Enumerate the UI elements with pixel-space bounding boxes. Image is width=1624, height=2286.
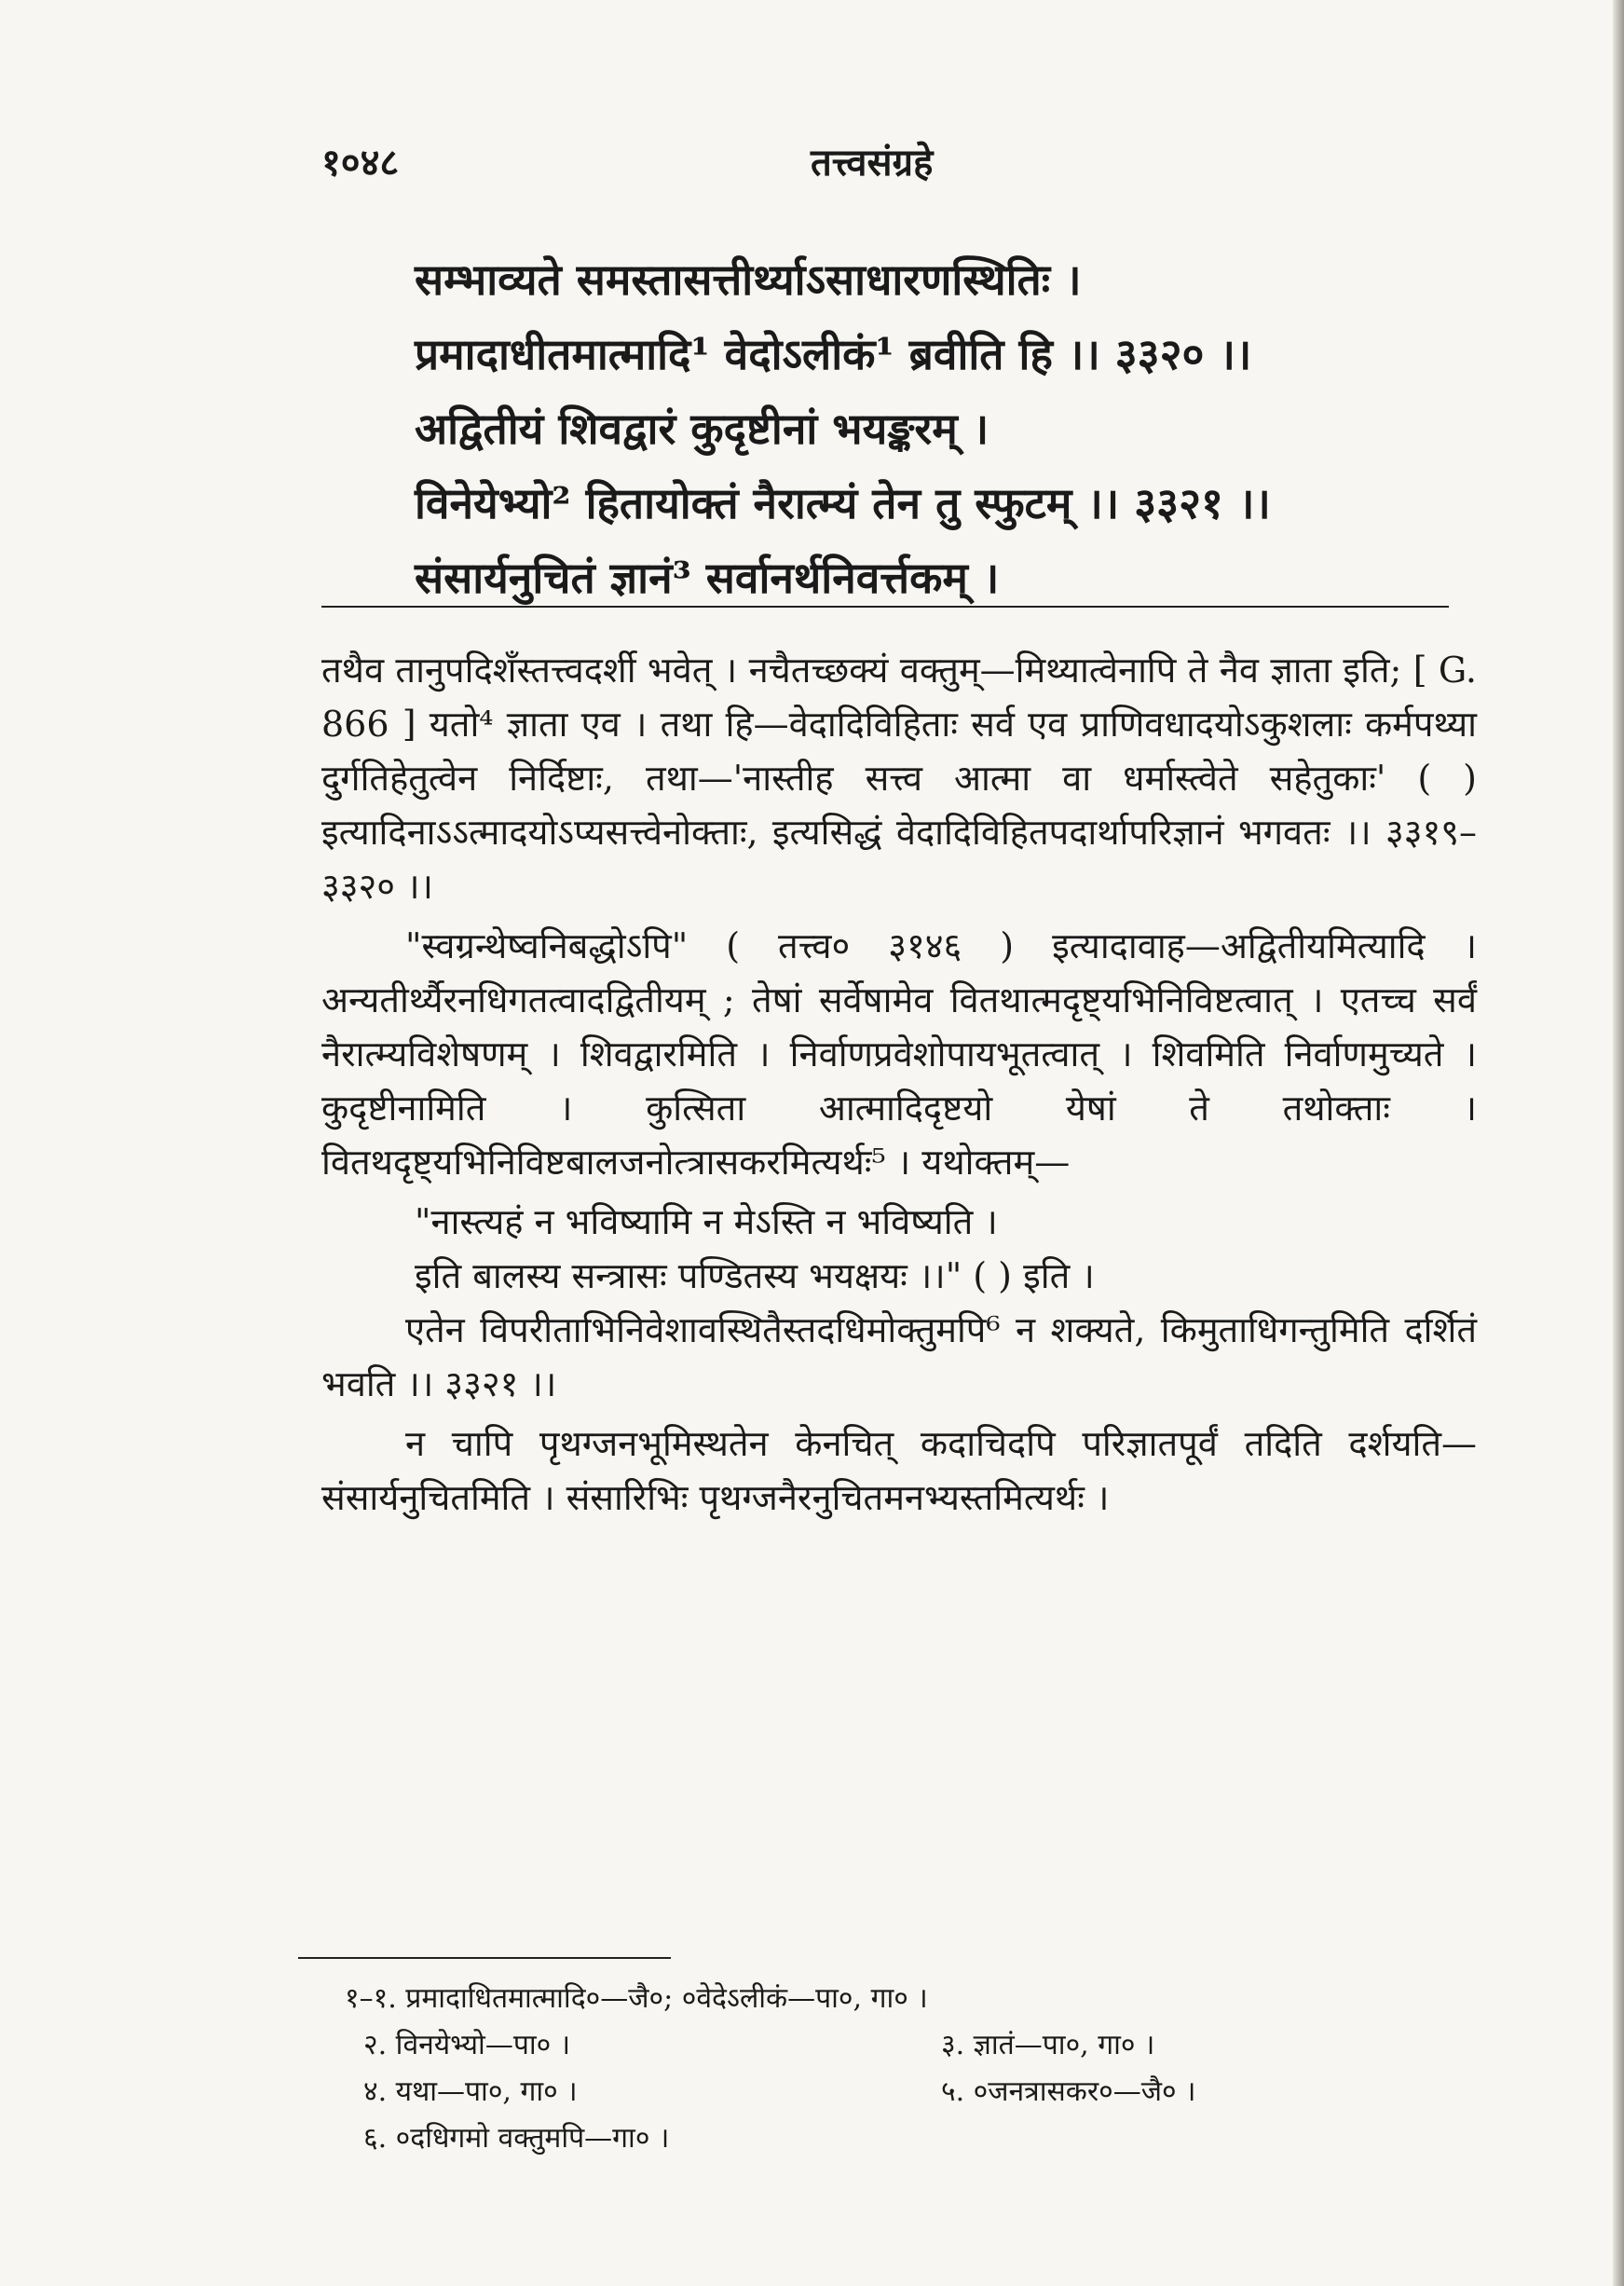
verse-divider [321, 606, 1449, 608]
page-edge [1613, 0, 1624, 2286]
commentary-block [321, 643, 1477, 1530]
footnote: १–१. प्रमादाधितमात्मादि०—जै०; ०वेदेऽलीकं—पा०, गा० । [345, 1982, 928, 2015]
page-number: १०४८ [321, 141, 400, 185]
footnote: ३. ज्ञातं—पा०, गा० । [941, 2029, 1155, 2061]
verse-line: सम्भाव्यते समस्तासत्तीर्थ्याऽसाधारणस्थितिः । [415, 254, 1082, 305]
footnotes [345, 1976, 1444, 2162]
commentary-paragraph: एतेन विपरीताभिनिवेशावस्थितैस्तदधिमोक्तुमपि⁶ न शक्यते, किमुताधिगन्तुमिति दर्शितं भवति ।। ३३२१ ।। [321, 1309, 1477, 1404]
footnote: ६. ०दधिगमो वक्तुमपि—गा० । [363, 2122, 670, 2155]
page-header [321, 135, 1453, 191]
footnote: २. विनयेभ्यो—पा० । [363, 2029, 571, 2061]
commentary-paragraph: न चापि पृथग्जनभूमिस्थतेन केनचित् कदाचिदपि परिज्ञातपूर्वं तदिति दर्शयति—संसार्यनुचितमिति । संसारिभिः पृथग्जनैरनुचितमनभ्यस्तमित्यर्थः । [321, 1423, 1477, 1518]
verse-line: विनेयेभ्यो² हितायोक्तं नैरात्म्यं तेन तु स्फुटम् ।। ३३२१ ।। [415, 478, 1271, 528]
footnote: ४. यथा—पा०, गा० । [363, 2075, 578, 2108]
running-title: तत्त्वसंग्रहे [811, 141, 934, 185]
footnote: ५. ०जनत्रासकर०—जै० । [941, 2075, 1196, 2108]
quotation-line: "नास्त्यहं न भविष्यामि न मेऽस्ति न भविष्यति । [415, 1201, 998, 1242]
commentary-paragraph: तथैव तानुपदिशँस्तत्त्वदर्शी भवेत् । नचैतच्छक्यं वक्तुम्—मिथ्यात्वेनापि ते नैव ज्ञाता इति; [ G. 866 ] यतो⁴ ज्ञाता एव । तथा हि—वेदादिविहिताः सर्व एव प्राणिवधादयोऽकुशलाः कर्मपथ्या दुर्गतिहेतुत्वेन निर्दिष्टाः, तथा—'नास्तीह सत्त्व आत्मा वा धर्मास्त्वेते सहेतुकाः' ( ) इत्यादिनाऽऽत्मादयोऽप्यसत्त्वेनोक्ताः, इत्यसिद्धं वेदादिविहितपदार्थापरिज्ञानं भगवतः ।। ३३१९–३३२० ।। [321, 650, 1477, 907]
quotation-line: इति बालस्य सन्त्रासः पण्डितस्य भयक्षयः ।।" ( ) इति । [415, 1255, 1095, 1296]
verse-line: संसार्यनुचितं ज्ञानं³ सर्वानर्थनिवर्त्तकम् । [415, 553, 1000, 603]
footnote-divider [298, 1957, 671, 1959]
verse-line: अद्वितीयं शिवद्वारं कुदृष्टीनां भयङ्करम् । [415, 404, 989, 454]
commentary-paragraph: "स्वग्रन्थेष्वनिबद्धोऽपि" ( तत्त्व० ३१४६ ) इत्यादावाह—अद्वितीयमित्यादि । अन्यतीर्थ्यैरनधिगतत्वादद्वितीयम् ; तेषां सर्वेषामेव वितथात्मदृष्ट्यभिनिविष्टत्वात् । एतच्च सर्वं नैरात्म्यविशेषणम् । शिवद्वारमिति । निर्वाणप्रवेशोपायभूतत्वात् । शिवमिति निर्वाणमुच्यते । कुदृष्टीनामिति । कुत्सिता आत्मादिदृष्टयो येषां ते तथोक्ताः । वितथदृष्ट्यभिनिविष्टबालजनोत्त्रासकरमित्यर्थः⁵ । यथोक्तम्— [321, 925, 1477, 1183]
verse-block [415, 242, 1458, 615]
verse-line: प्रमादाधीतमात्मादि¹ वेदोऽलीकं¹ ब्रवीति हि ।। ३३२० ।। [415, 329, 1252, 379]
